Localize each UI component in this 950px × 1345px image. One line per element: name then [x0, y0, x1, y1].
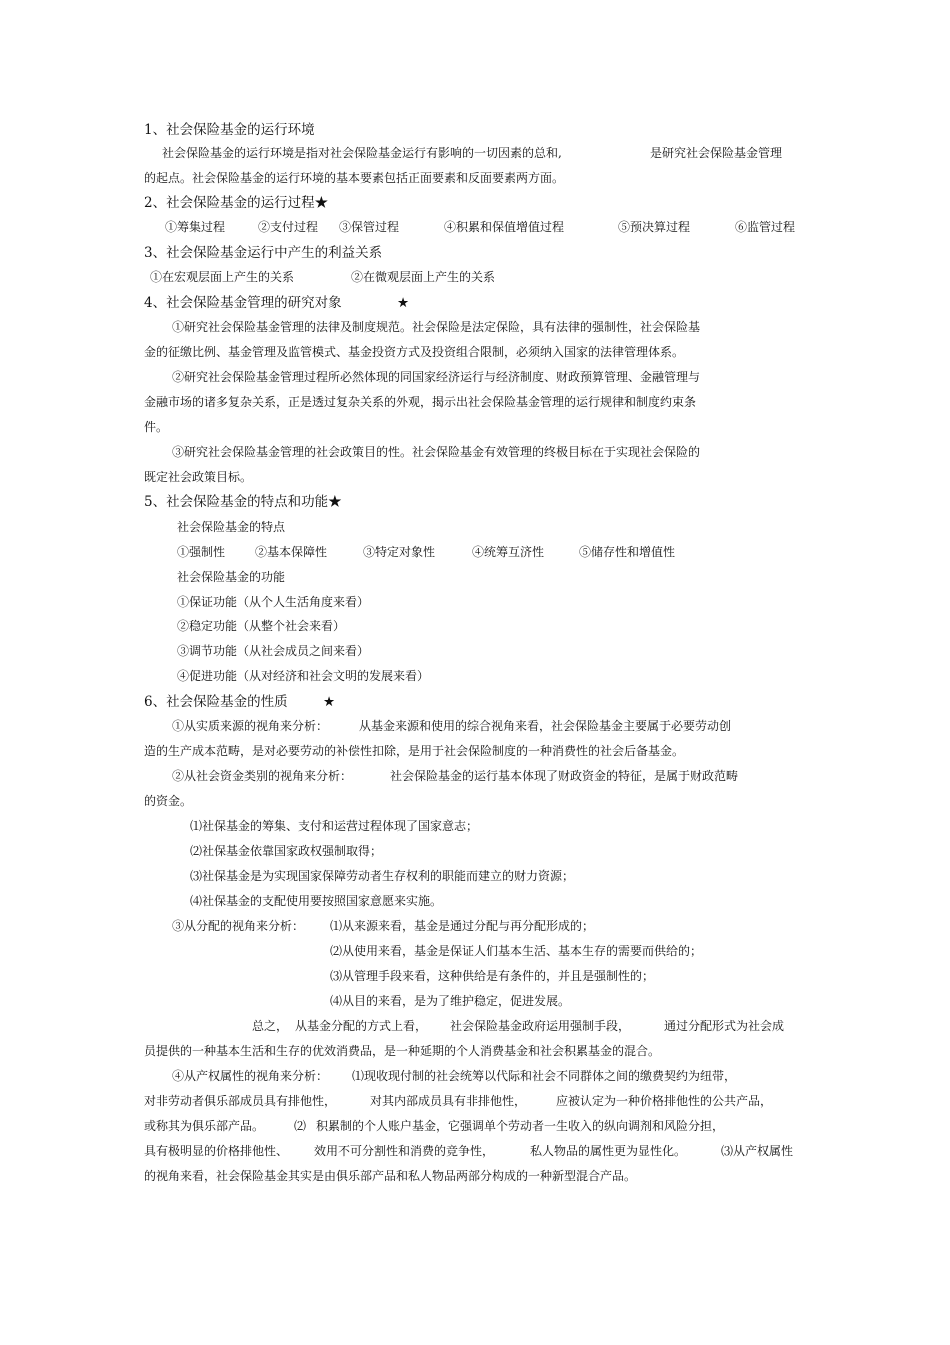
paragraph-line: 对非劳动者俱乐部成员具有排他性，	[144, 1094, 337, 1108]
paragraph-line: ④从产权属性的视角来分析：	[172, 1069, 329, 1083]
list-item: ⑷社保基金的支配使用要按照国家意愿来实施。	[190, 894, 443, 908]
paragraph-line: 具有极明显的价格排他性、	[144, 1144, 289, 1158]
paragraph-line: ②研究社会保险基金管理过程所必然体现的同国家经济运行与经济制度、财政预算管理、金融管理与	[172, 370, 701, 384]
list-item: ⑷从目的来看，是为了维护稳定，促进发展。	[330, 994, 571, 1008]
paragraph-line: ③研究社会保险基金管理的社会政策目的性。社会保险基金有效管理的终极目标在于实现社会保险的	[172, 445, 701, 459]
paragraph-line: 效用不可分割性和消费的竞争性，	[314, 1144, 495, 1158]
list-item: ⑥监管过程	[735, 220, 796, 234]
paragraph-line: ③从分配的视角来分析：	[172, 919, 305, 933]
paragraph-line: 件。	[144, 420, 169, 434]
paragraph-line: 对其内部成员具有非排他性，	[370, 1094, 527, 1108]
list-item: ④促进功能（从对经济和社会文明的发展来看）	[177, 669, 430, 683]
list-item: ①强制性	[177, 545, 226, 559]
list-item: ②在微观层面上产生的关系	[351, 270, 496, 284]
list-item: ③特定对象性	[363, 545, 436, 559]
list-item: ②基本保障性	[255, 545, 328, 559]
list-item: ⑤储存性和增值性	[579, 545, 676, 559]
paragraph-line: 社会保险基金政府运用强制手段，	[450, 1019, 631, 1033]
paragraph-line: 造的生产成本范畴，是对必要劳动的补偿性扣除，是用于社会保险制度的一种消费性的社会后备基金。	[144, 744, 685, 758]
paragraph-line: 的资金。	[144, 794, 193, 808]
paragraph-line: 员提供的一种基本生活和生存的优效消费品，是一种延期的个人消费基金和社会积累基金的混合。	[144, 1044, 661, 1058]
section-4-heading: 4、社会保险基金管理的研究对象	[144, 295, 342, 311]
paragraph-line: 积累制的个人账户基金，它强调单个劳动者一生收入的纵向调剂和风险分担，	[316, 1119, 725, 1133]
paragraph-line: 从基金来源和使用的综合视角来看，社会保险基金主要属于必要劳动创	[359, 719, 732, 733]
paragraph-line: 从基金分配的方式上看，	[295, 1019, 428, 1033]
paragraph-line: 的视角来看，社会保险基金其实是由俱乐部产品和私人物品两部分构成的一种新型混合产品。	[144, 1169, 637, 1183]
list-item: ⑵社保基金依靠国家政权强制取得；	[190, 844, 383, 858]
paragraph-line: 社会保险基金的运行基本体现了财政资金的特征，是属于财政范畴	[390, 769, 739, 783]
paragraph-line: 金的征缴比例、基金管理及监管模式、基金投资方式及投资组合限制，必须纳入国家的法律管理体系。	[144, 345, 685, 359]
paragraph-line: ①从实质来源的视角来分析：	[172, 719, 329, 733]
list-item: ③保管过程	[339, 220, 400, 234]
section-6-heading: 6、社会保险基金的性质	[144, 694, 288, 710]
paragraph-line: 私人物品的属性更为显性化。	[530, 1144, 687, 1158]
paragraph-line: ①研究社会保险基金管理的法律及制度规范。社会保险是法定保险，具有法律的强制性，社会保险基	[172, 320, 701, 334]
list-item: ①筹集过程	[165, 220, 226, 234]
list-item: ⑶社保基金是为实现国家保障劳动者生存权利的职能而建立的财力资源；	[190, 869, 575, 883]
star-icon: ★	[323, 694, 336, 710]
paragraph-line: 通过分配形式为社会成	[664, 1019, 785, 1033]
paragraph-line: 金融市场的诸多复杂关系，正是透过复杂关系的外观，揭示出社会保险基金管理的运行规律和制度约束条	[144, 395, 697, 409]
section-3-heading: 3、社会保险基金运行中产生的利益关系	[144, 245, 383, 261]
list-item: ⑤预决算过程	[618, 220, 691, 234]
paragraph-line: 是研究社会保险基金管理	[650, 146, 783, 160]
list-item: ⑵从使用来看，基金是保证人们基本生活、基本生存的需要而供给的；	[330, 944, 703, 958]
list-item: ⑴从来源来看，基金是通过分配与再分配形成的；	[330, 919, 595, 933]
list-item: ⑴社保基金的筹集、支付和运营过程体现了国家意志；	[190, 819, 479, 833]
subheading: 社会保险基金的功能	[177, 570, 286, 584]
list-item: ④统筹互济性	[472, 545, 545, 559]
list-item: ②稳定功能（从整个社会来看）	[177, 619, 346, 633]
list-item: ②支付过程	[258, 220, 319, 234]
paragraph-line: ⑵	[294, 1119, 307, 1133]
section-5-heading: 5、社会保险基金的特点和功能★	[144, 494, 342, 510]
paragraph-line: ⑴现收现付制的社会统筹以代际和社会不同群体之间的缴费契约为纽带，	[352, 1069, 737, 1083]
paragraph-line: 社会保险基金的运行环境是指对社会保险基金运行有影响的一切因素的总和,	[162, 146, 562, 160]
list-item: ⑶从管理手段来看，这种供给是有条件的，并且是强制性的；	[330, 969, 655, 983]
list-item: ①保证功能（从个人生活角度来看）	[177, 595, 370, 609]
paragraph-line: 总之，	[252, 1019, 289, 1033]
paragraph-line: 应被认定为一种价格排他性的公共产品，	[556, 1094, 773, 1108]
paragraph-line: ②从社会资金类别的视角来分析：	[172, 769, 353, 783]
list-item: ④积累和保值增值过程	[444, 220, 565, 234]
subheading: 社会保险基金的特点	[177, 520, 286, 534]
section-2-heading: 2、社会保险基金的运行过程★	[144, 195, 329, 211]
list-item: ①在宏观层面上产生的关系	[150, 270, 295, 284]
paragraph-line: 或称其为俱乐部产品。	[144, 1119, 265, 1133]
paragraph-line: 的起点。社会保险基金的运行环境的基本要素包括正面要素和反面要素两方面。	[144, 171, 565, 185]
paragraph-line: 既定社会政策目标。	[144, 470, 253, 484]
star-icon: ★	[397, 295, 410, 311]
list-item: ③调节功能（从社会成员之间来看）	[177, 644, 370, 658]
paragraph-line: ⑶从产权属性	[721, 1144, 794, 1158]
section-1-heading: 1、社会保险基金的运行环境	[144, 122, 315, 138]
